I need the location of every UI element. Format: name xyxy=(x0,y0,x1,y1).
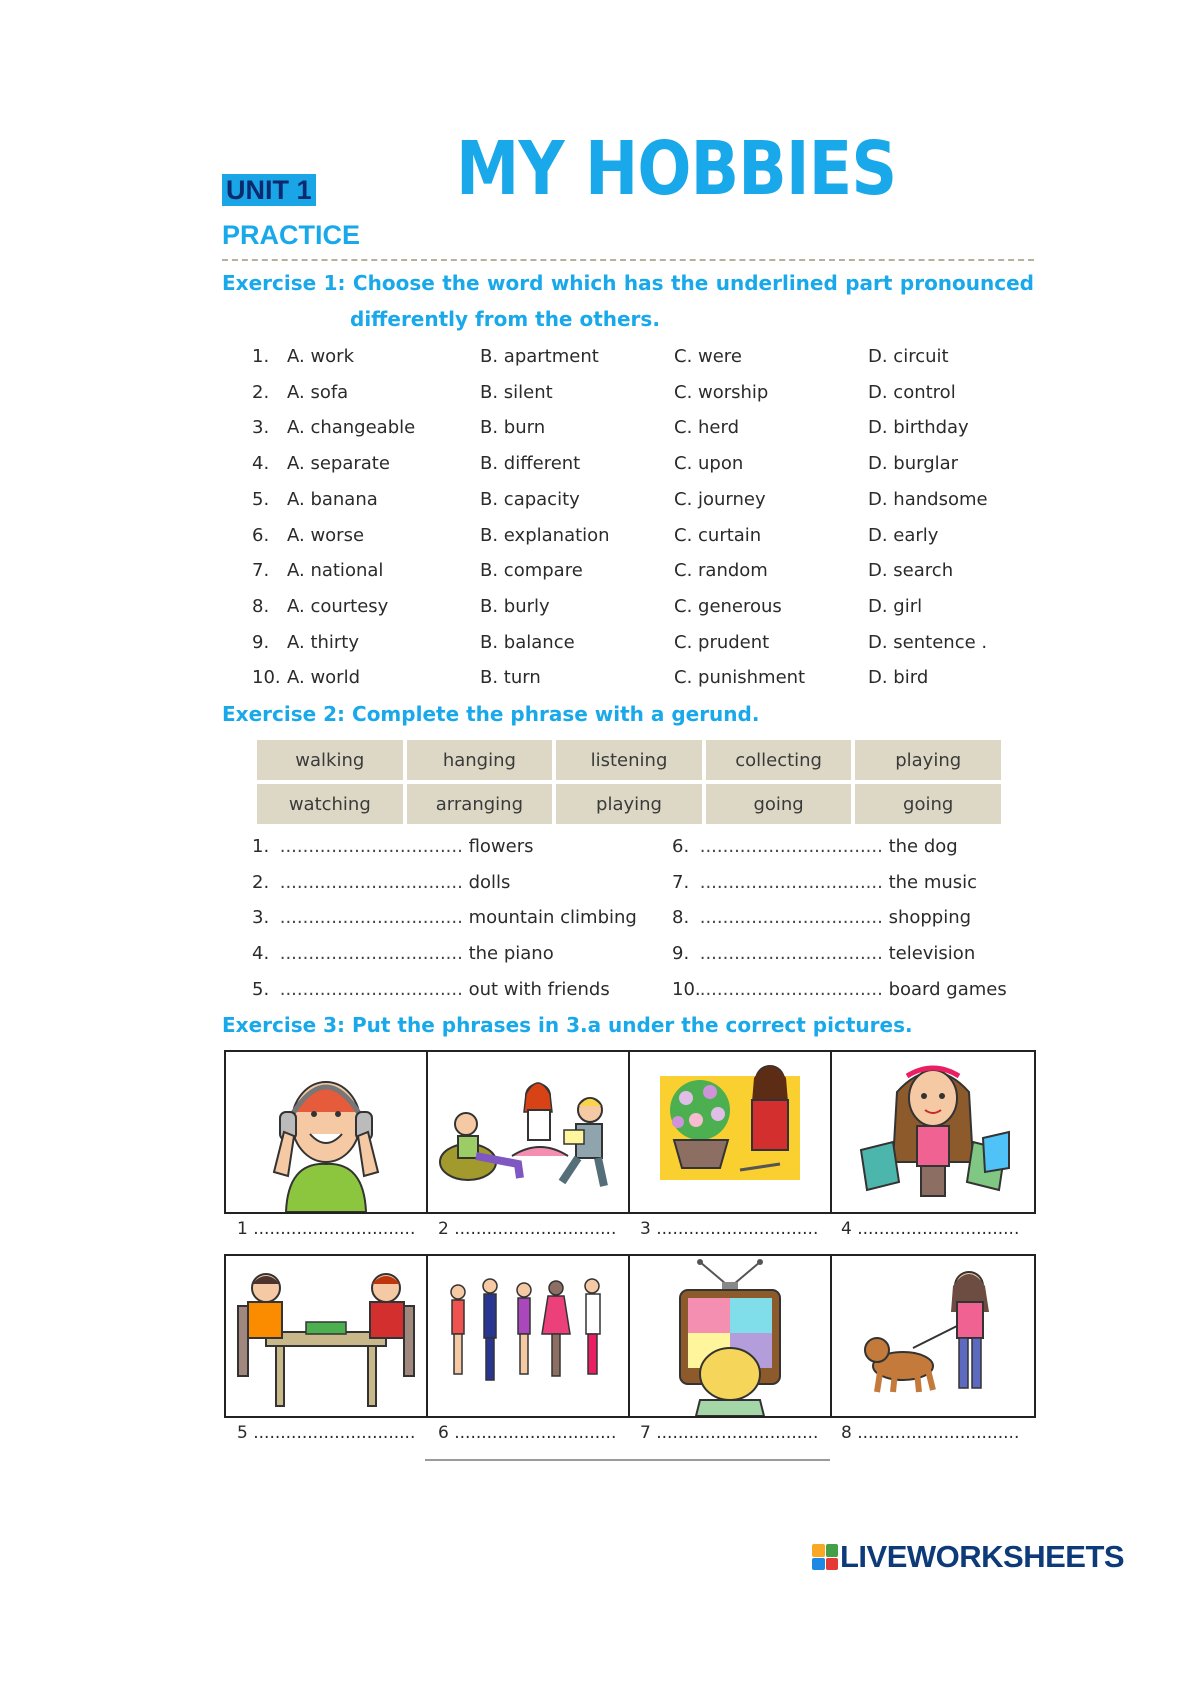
option-c[interactable]: C. upon xyxy=(674,453,744,475)
gerund-fill-row xyxy=(672,833,958,861)
item-number: 4. xyxy=(252,943,270,965)
gerund-fill-row xyxy=(672,940,975,968)
word-bank-item: going xyxy=(706,784,852,824)
phrase-text: dolls xyxy=(468,871,511,893)
option-a[interactable]: A. worse xyxy=(287,524,365,546)
option-c[interactable]: C. prudent xyxy=(674,631,770,653)
option-c[interactable]: C. generous xyxy=(674,595,782,617)
liveworksheets-logo[interactable] xyxy=(812,1539,1124,1575)
option-d[interactable]: D. early xyxy=(868,524,939,546)
answer-blank[interactable]: ................................ xyxy=(699,836,883,857)
answer-blank[interactable]: ................................ xyxy=(699,871,883,893)
gerund-fill-row xyxy=(252,940,554,968)
answer-blank[interactable]: ................................ xyxy=(699,978,883,1000)
item-number: 5. xyxy=(252,978,270,1000)
option-d[interactable]: D. birthday xyxy=(868,417,969,439)
item-number: 2. xyxy=(252,871,270,893)
option-c[interactable]: C. worship xyxy=(674,381,769,403)
question-number: 8. xyxy=(252,595,270,617)
option-c[interactable]: C. journey xyxy=(674,488,766,510)
option-b[interactable]: B. capacity xyxy=(480,488,580,510)
word-bank-item: listening xyxy=(556,740,702,780)
word-bank-item: arranging xyxy=(407,784,553,824)
picture-label-3: 3 .............................. xyxy=(640,1219,819,1239)
option-a[interactable]: A. thirty xyxy=(287,631,360,653)
gerund-fill-row xyxy=(672,904,971,932)
picture-flowers xyxy=(630,1052,832,1212)
question-number: 6. xyxy=(252,524,270,546)
picture-friends xyxy=(428,1052,630,1212)
picture-row-1 xyxy=(224,1050,1036,1214)
option-a[interactable]: A. courtesy xyxy=(287,595,389,617)
item-number: 6. xyxy=(672,836,690,857)
word-bank-item: playing xyxy=(556,784,702,824)
option-d[interactable]: D. bird xyxy=(868,667,929,689)
option-d[interactable]: D. handsome xyxy=(868,488,988,510)
answer-blank[interactable]: ................................ xyxy=(699,943,883,965)
picture-label-6: 6 .............................. xyxy=(438,1423,617,1443)
picture-shopping xyxy=(832,1052,1034,1212)
option-c[interactable]: C. punishment xyxy=(674,667,806,689)
word-bank-item: watching xyxy=(257,784,403,824)
item-number: 1. xyxy=(252,836,270,857)
option-b[interactable]: B. balance xyxy=(480,631,575,653)
option-b[interactable]: B. compare xyxy=(480,560,583,582)
gerund-fill-row xyxy=(672,976,1007,1004)
page-title: MY HOBBIES xyxy=(456,126,897,212)
item-number: 3. xyxy=(252,907,270,929)
logo-icon xyxy=(812,1544,838,1570)
word-bank-item: hanging xyxy=(407,740,553,780)
picture-listening xyxy=(226,1052,428,1212)
option-b[interactable]: B. apartment xyxy=(480,346,599,367)
option-d[interactable]: D. girl xyxy=(868,595,923,617)
phrase-text: the dog xyxy=(888,836,958,857)
question-number: 2. xyxy=(252,381,270,403)
gerund-fill-row xyxy=(252,869,510,897)
picture-label-7: 7 .............................. xyxy=(640,1423,819,1443)
question-number: 3. xyxy=(252,417,270,439)
phrase-text: the music xyxy=(888,871,978,893)
answer-blank[interactable]: ................................ xyxy=(279,907,463,929)
exercise1-heading-cont: differently from the others. xyxy=(350,307,660,331)
gerund-fill-row xyxy=(252,833,534,861)
footer-rule xyxy=(425,1459,830,1461)
word-bank-item: collecting xyxy=(706,740,852,780)
answer-blank[interactable]: ................................ xyxy=(279,978,463,1000)
phrase-text: flowers xyxy=(468,836,534,857)
picture-television xyxy=(630,1256,832,1416)
gerund-fill-row xyxy=(252,976,610,1004)
option-b[interactable]: B. explanation xyxy=(480,524,610,546)
option-d[interactable]: D. burglar xyxy=(868,453,959,475)
question-number: 5. xyxy=(252,488,270,510)
brand-name: LIVEWORKSHEETS xyxy=(840,1539,1125,1574)
unit-badge: UNIT 1 xyxy=(222,174,316,206)
picture-board-games xyxy=(226,1256,428,1416)
picture-label-4: 4 .............................. xyxy=(841,1219,1020,1239)
option-b[interactable]: B. burly xyxy=(480,595,550,617)
option-d[interactable]: D. sentence . xyxy=(868,631,988,653)
option-c[interactable]: C. were xyxy=(674,346,742,367)
question-number: 7. xyxy=(252,560,270,582)
exercise2-heading: Exercise 2: Complete the phrase with a gerund. xyxy=(222,702,760,726)
word-bank-item: walking xyxy=(257,740,403,780)
option-b[interactable]: B. silent xyxy=(480,381,553,403)
item-number: 10. xyxy=(672,978,701,1000)
option-b[interactable]: B. turn xyxy=(480,667,541,689)
option-a[interactable]: A. world xyxy=(287,667,361,689)
question-number: 9. xyxy=(252,631,270,653)
listening-music-illustration xyxy=(226,1052,426,1212)
option-c[interactable]: C. herd xyxy=(674,417,740,439)
picture-label-5: 5 .............................. xyxy=(237,1423,416,1443)
option-d[interactable]: D. search xyxy=(868,560,954,582)
answer-blank[interactable]: ................................ xyxy=(279,943,463,965)
option-a[interactable]: A. separate xyxy=(287,453,390,475)
picture-label-2: 2 .............................. xyxy=(438,1219,617,1239)
word-bank-item: playing xyxy=(855,740,1001,780)
question-number: 1. xyxy=(252,346,270,367)
option-a[interactable]: A. national xyxy=(287,560,384,582)
option-b[interactable]: B. different xyxy=(480,453,581,475)
picture-label-1: 1 .............................. xyxy=(237,1219,416,1239)
exercise1-heading: Exercise 1: Choose the word which has the underlined part pronounced xyxy=(222,271,1034,295)
item-number: 8. xyxy=(672,907,690,929)
word-bank-item: going xyxy=(855,784,1001,824)
item-number: 7. xyxy=(672,871,690,893)
option-c[interactable]: C. random xyxy=(674,560,768,582)
option-c[interactable]: C. curtain xyxy=(674,524,762,546)
picture-row-2 xyxy=(224,1254,1036,1418)
answer-blank[interactable]: ................................ xyxy=(279,836,463,857)
gerund-fill-row xyxy=(252,904,637,932)
answer-blank[interactable]: ................................ xyxy=(279,871,463,893)
picture-walking-dog xyxy=(832,1256,1034,1416)
exercise3-heading: Exercise 3: Put the phrases in 3.a under the correct pictures. xyxy=(222,1013,913,1037)
divider xyxy=(222,259,1034,261)
answer-blank[interactable]: ................................ xyxy=(699,907,883,929)
section-title: PRACTICE xyxy=(222,220,361,250)
option-a[interactable]: A. work xyxy=(287,346,354,367)
option-a[interactable]: A. banana xyxy=(287,488,378,510)
phrase-text: television xyxy=(888,943,976,965)
phrase-text: mountain climbing xyxy=(468,907,637,929)
question-number: 10. xyxy=(252,667,281,689)
phrase-text: board games xyxy=(888,978,1007,1000)
word-bank xyxy=(257,740,1001,824)
item-number: 9. xyxy=(672,943,690,965)
option-a[interactable]: A. sofa xyxy=(287,381,349,403)
option-d[interactable]: D. control xyxy=(868,381,956,403)
phrase-text: the piano xyxy=(468,943,554,965)
option-b[interactable]: B. burn xyxy=(480,417,546,439)
picture-label-8: 8 .............................. xyxy=(841,1423,1020,1443)
picture-dolls xyxy=(428,1256,630,1416)
gerund-fill-row xyxy=(672,869,977,897)
option-a[interactable]: A. changeable xyxy=(287,417,416,439)
option-d[interactable]: D. circuit xyxy=(868,346,949,367)
question-number: 4. xyxy=(252,453,270,475)
phrase-text: out with friends xyxy=(468,978,610,1000)
phrase-text: shopping xyxy=(888,907,972,929)
